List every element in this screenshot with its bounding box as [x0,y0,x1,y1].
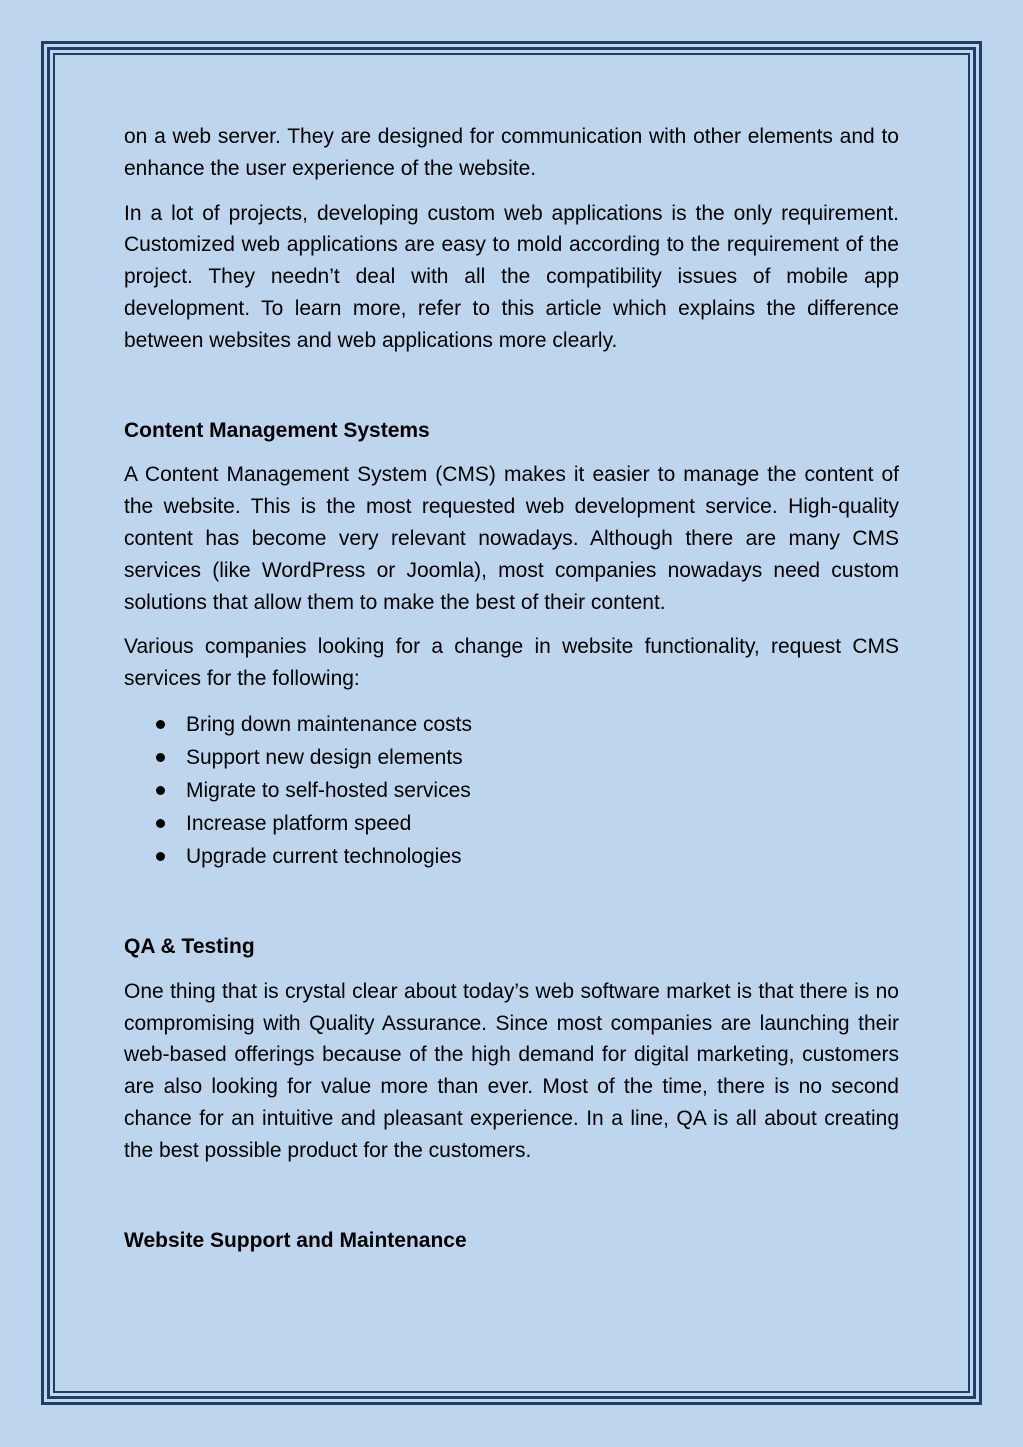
bullet-icon [156,720,165,729]
list-item-text: Increase platform speed [186,811,412,835]
bullet-icon [156,786,165,795]
intro-paragraph-1: on a web server. They are designed for communication with other elements and to enhance the user experience of the website. [124,125,899,180]
support-heading: Website Support and Maintenance [124,1228,467,1252]
list-item-text: Migrate to self-hosted services [186,778,471,802]
list-item-text: Bring down maintenance costs [186,712,472,736]
bullet-icon [156,819,165,828]
list-item [124,708,899,741]
cms-paragraph-2: Various companies looking for a change in website functionality, request CMS services for the following: [124,635,899,691]
list-item [124,774,899,807]
list-item-text: Support new design elements [186,745,463,769]
bullet-icon [156,852,165,861]
qa-heading: QA & Testing [124,934,255,958]
intro-paragraph-2: In a lot of projects, developing custom web applications is the only requirement. Customized web applications are easy to mold according to the requirement of the project. They needn’t deal with all the compatibility issues of mobile app development. To learn more, refer to this article which explains the difference between websites and web applications more clearly. [124,201,899,352]
bullet-icon [156,753,165,762]
cms-heading: Content Management Systems [124,418,430,442]
document-body [124,121,899,1269]
list-item [124,741,899,774]
cms-paragraph-1: A Content Management System (CMS) makes it easier to manage the content of the website. This is the most requested web development service. High-quality content has become very relevant nowadays. Although there are many CMS services (like WordPress or Joomla), most companies nowadays need custom solutions that allow them to make the best of their content. [124,463,899,614]
list-item [124,840,899,873]
list-item-text: Upgrade current technologies [186,844,462,868]
list-item [124,807,899,840]
cms-bullet-list [124,708,899,873]
qa-paragraph: One thing that is crystal clear about today’s web software market is that there is no compromising with Quality Assurance. Since most companies are launching their web-based offerings because of the high demand for digital marketing, customers are also looking for value more than ever. Most of the time, there is no second chance for an intuitive and pleasant experience. In a line, QA is all about creating the best possible product for the customers. [124,979,899,1162]
